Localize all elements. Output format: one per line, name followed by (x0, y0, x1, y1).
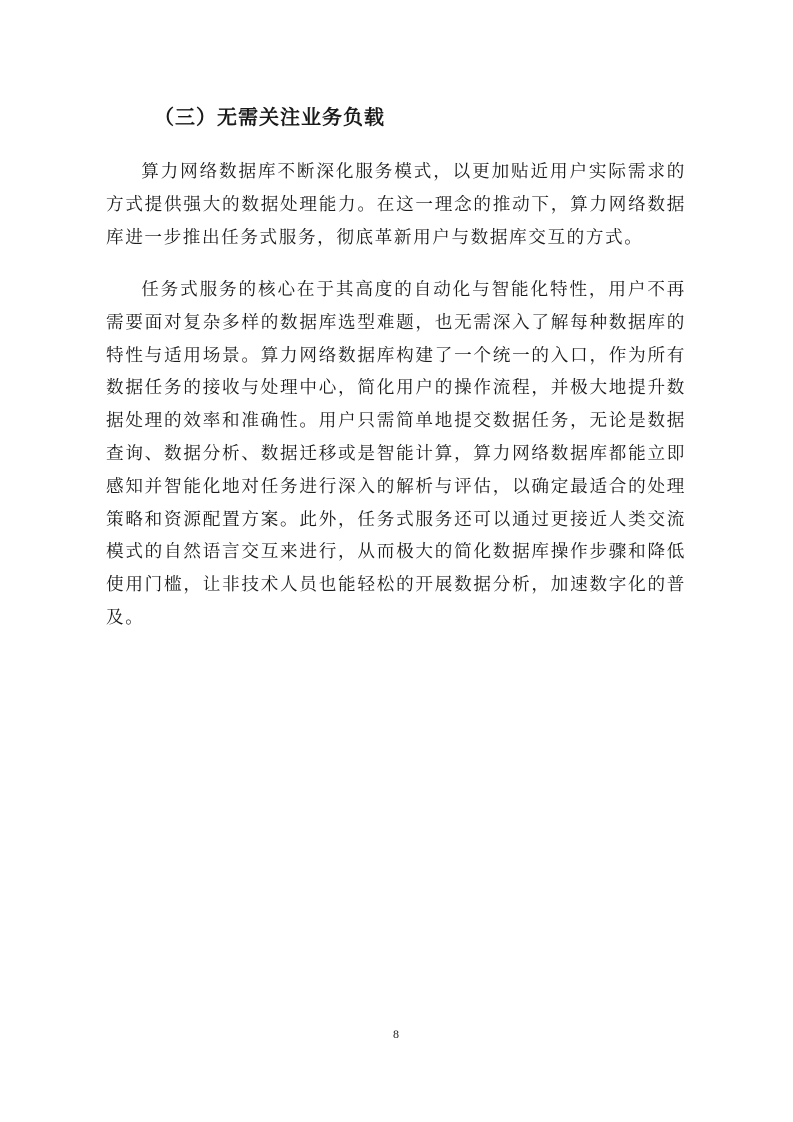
body-paragraph-1: 算力网络数据库不断深化服务模式，以更加贴近用户实际需求的方式提供强大的数据处理能力。在这一理念的推动下，算力网络数据库进一步推出任务式服务，彻底革新用户与数据库交互的方式。 (106, 162, 686, 248)
section-heading: （三）无需关注业务负载 (154, 105, 385, 129)
body-paragraph-2: 任务式服务的核心在于其高度的自动化与智能化特性，用户不再需要面对复杂多样的数据库选型难题，也无需深入了解每种数据库的特性与适用场景。算力网络数据库构建了一个统一的入口，作为所有数据任务的接收与处理中心，简化用户的操作流程，并极大地提升数据处理的效率和准确性。用户只需简单地提交数据任务，无论是数据查询、数据分析、数据迁移或是智能计算，算力网络数据库都能立即感知并智能化地对任务进行深入的解析与评估，以确定最适合的处理策略和资源配置方案。此外，任务式服务还可以通过更接近人类交流模式的自然语言交互来进行，从而极大的简化数据库操作步骤和降低使用门槛，让非技术人员也能轻松的开展数据分析，加速数字化的普及。 (106, 280, 686, 628)
page-number: 8 (393, 1027, 399, 1041)
